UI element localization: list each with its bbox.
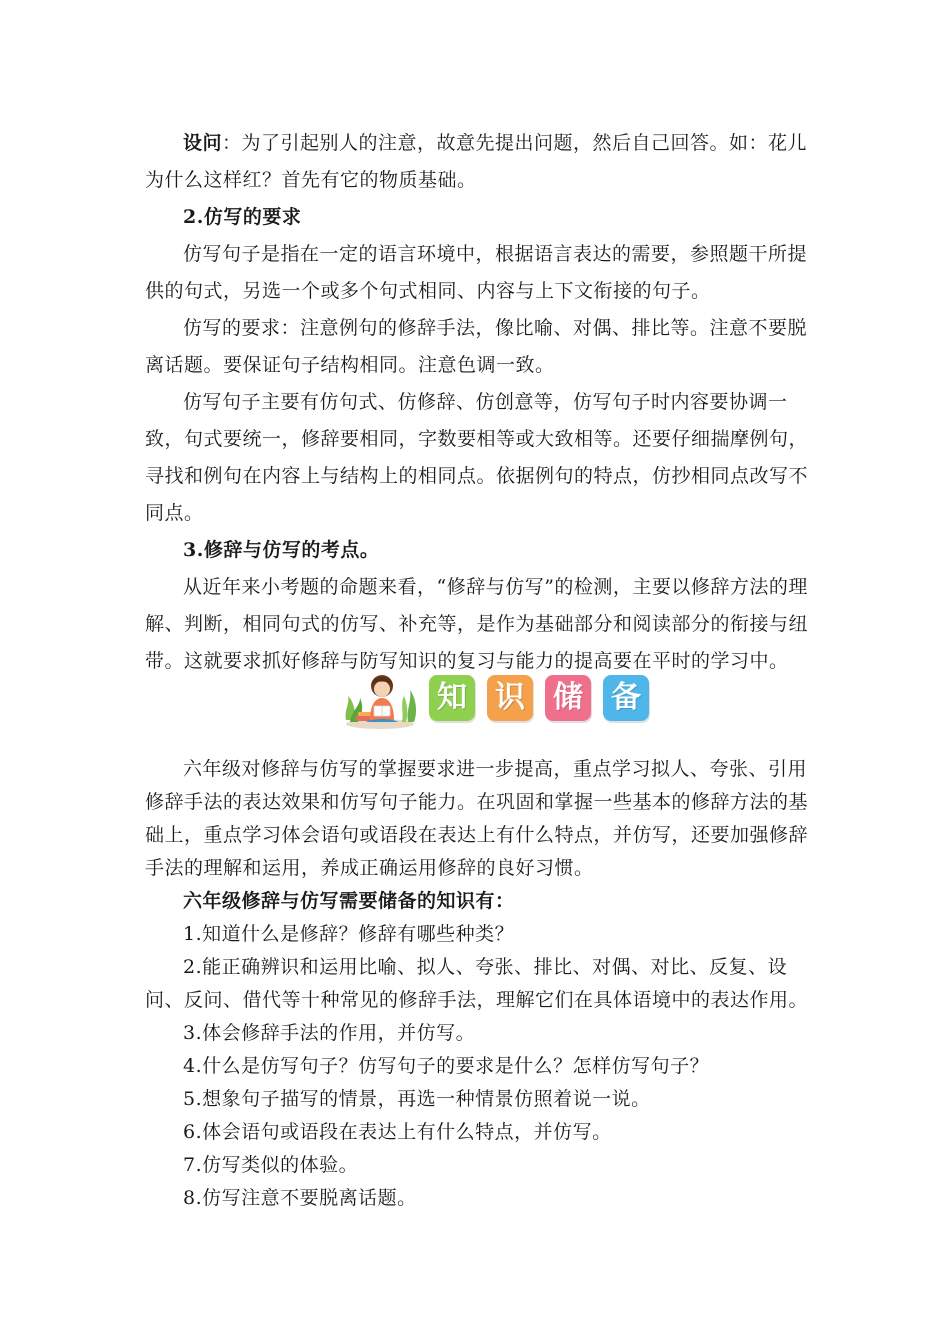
knowledge-list-item: 8.仿写注意不要脱离话题。 [183,1187,417,1209]
knowledge-reserve-banner [342,666,662,730]
paragraph-grade-six-intro: 六年级对修辞与仿写的掌握要求进一步提高，重点学习拟人、夸张、引用修辞手法的表达效果和仿写句子能力。在巩固和掌握一些基本的修辞方法的基础上，重点学习体会语句或语段在表达上有什么特点，并仿写，还要加强修辞手法的理解和运用，养成正确运用修辞的良好习惯。 [145,758,809,879]
rhetorical-question-definition [145,125,810,199]
heading-exam-points: 3.修辞与仿写的考点。 [183,539,380,561]
knowledge-list-item: 4.什么是仿写句子？仿写句子的要求是什么？怎样仿写句子？ [183,1055,710,1077]
knowledge-list-item: 2.能正确辨识和运用比喻、拟人、夸张、排比、对偶、对比、反复、设问、反问、借代等十种常见的修辞手法，理解它们在具体语境中的表达作用。 [145,956,809,1011]
rhetorical-question-text: ：为了引起别人的注意，故意先提出问题，然后自己回答。如：花儿为什么这样红？首先有它的物质基础。 [145,132,808,191]
section-knowledge-reserve [145,753,810,1215]
banner-tile-shi: 识 [487,675,533,721]
reading-girl-illustration [342,666,420,730]
knowledge-list-item: 1.知道什么是修辞？修辞有哪些种类？ [183,923,515,945]
banner-tile-chu: 储 [545,675,591,721]
banner-tile-zhi: 知 [429,675,475,721]
rhetorical-question-term: 设问 [183,132,223,154]
paragraph-exam-points: 从近年来小考题的命题来看，“修辞与仿写”的检测，主要以修辞方法的理解、判断，相同句式的仿写、补充等，是作为基础部分和阅读部分的衔接与纽带。这就要求抓好修辞与防写知识的复习与能力的提高要在平时的学习中。 [145,576,809,672]
heading-imitation-requirements: 2.仿写的要求 [183,206,302,228]
knowledge-list-item: 6.体会语句或语段在表达上有什么特点，并仿写。 [183,1121,612,1143]
heading-knowledge-list: 六年级修辞与仿写需要储备的知识有： [183,890,515,912]
banner-tile-bei: 备 [603,675,649,721]
knowledge-list-item: 5.想象句子描写的情景，再选一种情景仿照着说一说。 [183,1088,651,1110]
paragraph-imitation-definition: 仿写句子是指在一定的语言环境中，根据语言表达的需要，参照题干所提供的句式，另选一个或多个句式相同、内容与上下文衔接的句子。 [145,243,808,302]
knowledge-list-item: 7.仿写类似的体验。 [183,1154,359,1176]
paragraph-imitation-types: 仿写句子主要有仿句式、仿修辞、仿创意等，仿写句子时内容要协调一致，句式要统一，修辞要相同，字数要相等或大致相等。还要仔细揣摩例句，寻找和例句在内容上与结构上的相同点。依据例句的特点，仿抄相同点改写不同点。 [145,391,809,524]
knowledge-list-item: 3.体会修辞手法的作用，并仿写。 [183,1022,476,1044]
section-rhetoric-and-imitation [145,125,810,680]
paragraph-imitation-requirements: 仿写的要求：注意例句的修辞手法，像比喻、对偶、排比等。注意不要脱离话题。要保证句子结构相同。注意色调一致。 [145,317,808,376]
